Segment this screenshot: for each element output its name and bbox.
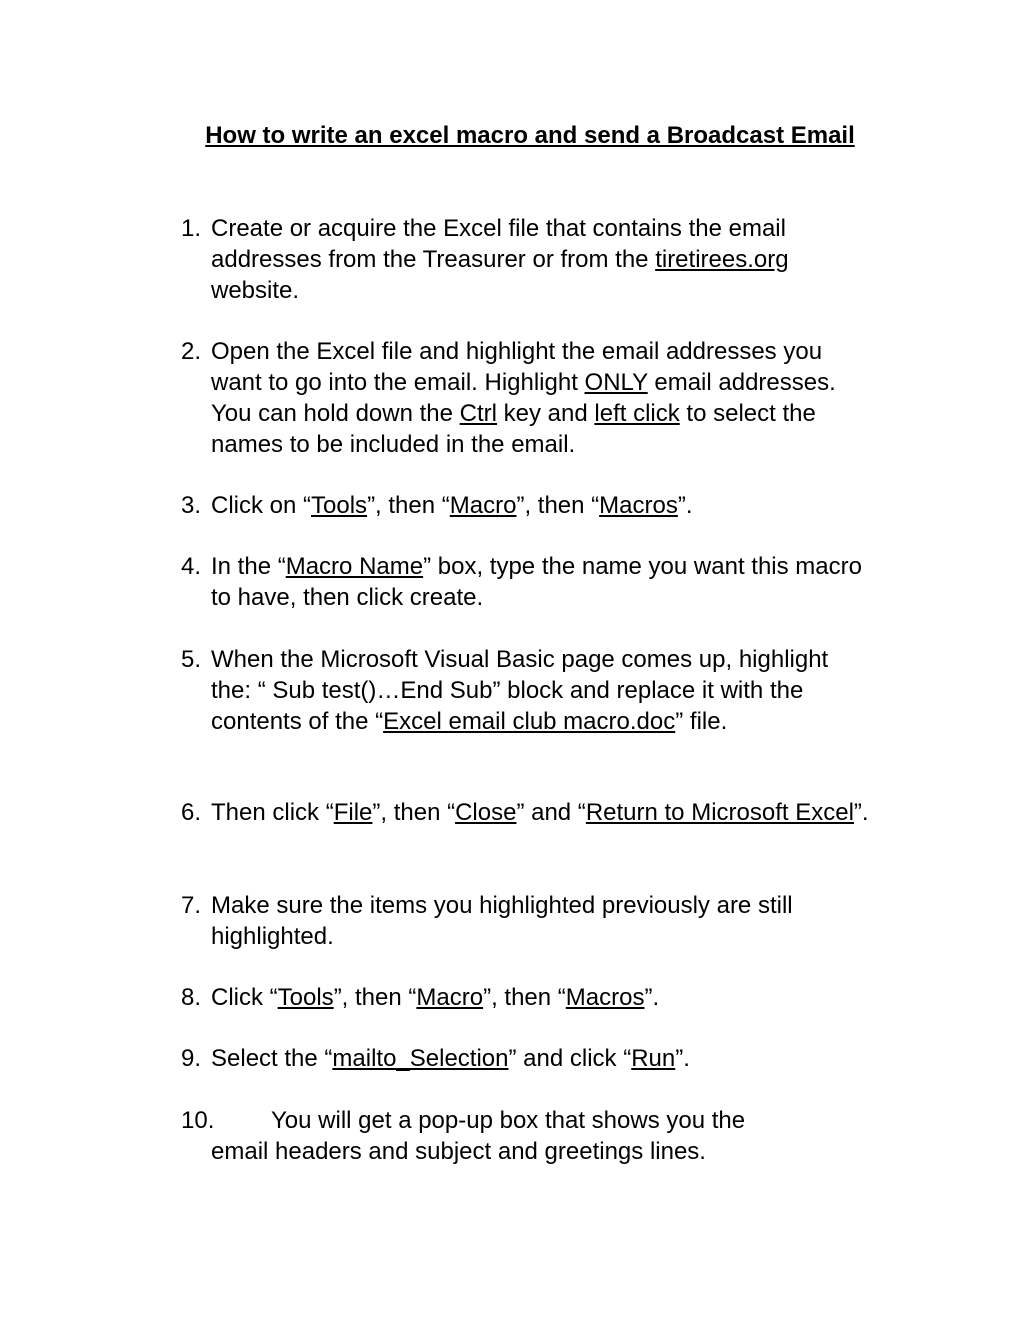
step-number: 6.: [181, 799, 202, 826]
step-text-line-1: You will get a pop-up box that shows you the: [271, 1107, 746, 1134]
document-title: How to write an excel macro and send a Broadcast Email: [205, 122, 855, 149]
term-macro-name: Macro Name: [285, 553, 424, 580]
term-macro: Macro: [449, 492, 517, 519]
step-number: 1.: [181, 215, 202, 242]
step-text: In the “Macro Name” box, type the name you want this macro to have, then click create.: [211, 553, 862, 611]
step-2: [181, 336, 871, 460]
term-tools: Tools: [277, 984, 334, 1011]
emphasis-left-click: left click: [594, 400, 680, 427]
step-6: [181, 797, 871, 828]
step-text: Open the Excel file and highlight the email addresses you want to go into the email. Highlight ONLY email addresses. You can hold down the Ctrl key and left click to select the names to be included in the email.: [211, 338, 836, 458]
step-number: 7.: [181, 892, 202, 919]
term-tools: Tools: [311, 492, 368, 519]
step-text: Click “Tools”, then “Macro”, then “Macros”.: [211, 984, 660, 1011]
term-close: Close: [455, 799, 517, 826]
step-8: [181, 982, 871, 1013]
step-text-line-2: email headers and subject and greetings lines.: [211, 1138, 706, 1165]
step-text: Select the “mailto_Selection” and click “Run”.: [211, 1045, 690, 1072]
step-number: 4.: [181, 553, 202, 580]
step-text: Then click “File”, then “Close” and “Return to Microsoft Excel”.: [211, 799, 869, 826]
term-file: File: [333, 799, 373, 826]
step-3: [181, 490, 871, 521]
step-10: [181, 1105, 871, 1167]
term-run: Run: [631, 1045, 676, 1072]
term-macro: Macro: [416, 984, 484, 1011]
step-number: 2.: [181, 338, 202, 365]
term-macro-file: Excel email club macro.doc: [383, 708, 676, 735]
step-1: [181, 213, 871, 306]
step-4: [181, 551, 871, 613]
step-text: When the Microsoft Visual Basic page comes up, highlight the: “ Sub test()…End Sub” block and replace it with the contents of the “Excel email club macro.doc” file.: [211, 646, 829, 735]
step-7: [181, 890, 871, 952]
step-text: Make sure the items you highlighted previously are still highlighted.: [211, 892, 793, 950]
step-number: 3.: [181, 492, 202, 519]
step-text: Click on “Tools”, then “Macro”, then “Macros”.: [211, 492, 693, 519]
step-number: 10.: [181, 1107, 215, 1134]
step-9: [181, 1043, 871, 1074]
emphasis-only: ONLY: [584, 369, 648, 396]
step-number: 9.: [181, 1045, 202, 1072]
step-number: 8.: [181, 984, 202, 1011]
term-macros: Macros: [565, 984, 645, 1011]
link-tiretirees[interactable]: tiretirees.org: [655, 246, 789, 273]
step-number: 5.: [181, 646, 202, 673]
step-5: [181, 644, 871, 737]
term-macros: Macros: [599, 492, 678, 519]
term-mailto-selection: mailto_Selection: [332, 1045, 509, 1072]
emphasis-ctrl: Ctrl: [459, 400, 497, 427]
step-text: Create or acquire the Excel file that contains the email addresses from the Treasurer or from the tiretirees.org website.: [211, 215, 789, 304]
term-return-to-excel: Return to Microsoft Excel: [585, 799, 854, 826]
